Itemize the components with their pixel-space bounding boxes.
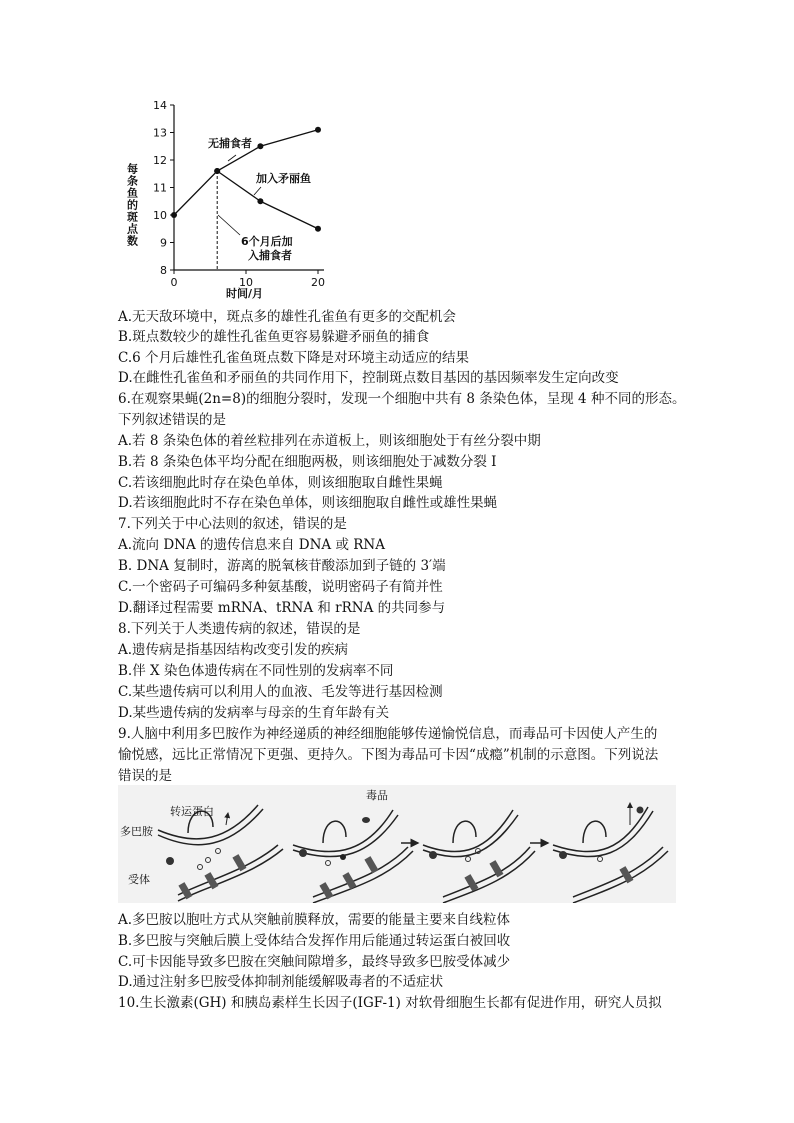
text-line: D.翻译过程需要 mRNA、tRNA 和 rRNA 的共同参与 xyxy=(118,600,446,616)
text-line: D.在雌性孔雀鱼和矛丽鱼的共同作用下，控制斑点数目基因的基因频率发生定向改变 xyxy=(118,370,619,386)
text-line: C.某些遗传病可以利用人的血液、毛发等进行基因检测 xyxy=(118,684,443,700)
series-label-no-predator: 无捕食者 xyxy=(208,137,252,150)
annotation-pointer-2 xyxy=(254,187,261,195)
text-line: 错误的是 xyxy=(118,768,172,784)
text-line: D.通过注射多巴胺受体抑制剂能缓解吸毒者的不适症状 xyxy=(118,974,444,990)
text-line: A.无天敌环境中，斑点多的雄性孔雀鱼有更多的交配机会 xyxy=(118,309,457,325)
data-point xyxy=(257,198,263,204)
y-tick-label: 10 xyxy=(153,209,167,222)
text-line: C.6 个月后雄性孔雀鱼斑点数下降是对环境主动适应的结果 xyxy=(118,350,470,366)
text-line: B.伴 X 染色体遗传病在不同性别的发病率不同 xyxy=(118,663,394,679)
text-line: 7.下列关于中心法则的叙述，错误的是 xyxy=(118,516,347,532)
label-drug: 毒品 xyxy=(366,789,388,802)
text-line: 9.人脑中利用多巴胺作为神经递质的神经细胞能够传递愉悦信息，而毒品可卡因使人产生的 xyxy=(118,726,658,742)
text-line: B.多巴胺与突触后膜上受体结合发挥作用后能通过转运蛋白被回收 xyxy=(118,933,511,949)
data-point xyxy=(214,168,220,174)
text-line: A.流向 DNA 的遗传信息来自 DNA 或 RNA xyxy=(118,537,385,553)
spot-count-chart xyxy=(118,95,333,300)
data-point xyxy=(315,226,321,232)
y-axis-label: 每条鱼的斑点数 xyxy=(125,163,139,247)
text-line: B.斑点数较少的雄性孔雀鱼更容易躲避矛丽鱼的捕食 xyxy=(118,329,430,345)
x-tick-label: 20 xyxy=(311,276,325,289)
text-line: B.若 8 条染色体平均分配在细胞两极，则该细胞处于减数分裂 I xyxy=(118,454,497,470)
y-tick-label: 8 xyxy=(160,264,167,277)
y-tick-label: 9 xyxy=(160,236,167,250)
x-tick-label: 0 xyxy=(170,276,178,289)
text-line: A.遗传病是指基因结构改变引发的疾病 xyxy=(118,642,349,658)
data-point xyxy=(171,212,177,218)
text-line: 10.生长激素(GH) 和胰岛素样生长因子(IGF-1) 对软骨细胞生长都有促进作用，研究人员拟 xyxy=(118,995,662,1011)
text-line: C.若该细胞此时存在染色单体，则该细胞取自雌性果蝇 xyxy=(118,475,443,491)
text-line: B. DNA 复制时，游离的脱氧核苷酸添加到子链的 3′端 xyxy=(118,558,446,574)
series-label-add-pike-cichlid: 加入矛丽鱼 xyxy=(256,172,311,185)
data-point xyxy=(257,143,263,149)
data-point xyxy=(315,127,321,133)
annotation-pointer xyxy=(228,155,236,161)
text-line: D.某些遗传病的发病率与母亲的生育年龄有关 xyxy=(118,705,390,721)
annotation-line-2: 入捕食者 xyxy=(248,249,292,262)
y-tick-label: 11 xyxy=(153,181,167,195)
label-dopamine: 多巴胺 xyxy=(120,825,153,838)
text-line: 8.下列关于人类遗传病的叙述，错误的是 xyxy=(118,621,361,637)
text-line: 愉悦感，远比正常情况下更强、更持久。下图为毒品可卡因“成瘾”机制的示意图。下列说法 xyxy=(118,747,659,763)
text-line: A.多巴胺以胞吐方式从突触前膜释放，需要的能量主要来自线粒体 xyxy=(118,912,511,928)
y-tick-label: 14 xyxy=(153,99,167,112)
text-line: C.一个密码子可编码多种氨基酸，说明密码子有简并性 xyxy=(118,579,443,595)
label-transporter: 转运蛋白 xyxy=(170,805,214,818)
cocaine-mechanism-diagram xyxy=(118,785,676,903)
annotation-line-1: 6个月后加 xyxy=(241,235,293,248)
text-line: 6.在观察果蝇(2n=8)的细胞分裂时，发现一个细胞中共有 8 条染色体，呈现 4 种不同的形态。 xyxy=(118,391,686,407)
label-receptor: 受体 xyxy=(128,873,150,886)
y-tick-label: 13 xyxy=(153,126,167,140)
x-axis-label: 时间/月 xyxy=(226,287,264,300)
text-line: A.若 8 条染色体的着丝粒排列在赤道板上，则该细胞处于有丝分裂中期 xyxy=(118,433,541,449)
text-line: 下列叙述错误的是 xyxy=(118,412,226,428)
text-line: D.若该细胞此时不存在染色单体，则该细胞取自雌性或雄性果蝇 xyxy=(118,495,498,511)
text-line: C.可卡因能导致多巴胺在突触间隙增多，最终导致多巴胺受体减少 xyxy=(118,954,511,970)
y-tick-label: 12 xyxy=(153,154,167,167)
x-tick-label: 10 xyxy=(239,276,253,289)
annotation-pointer-3 xyxy=(218,215,240,235)
